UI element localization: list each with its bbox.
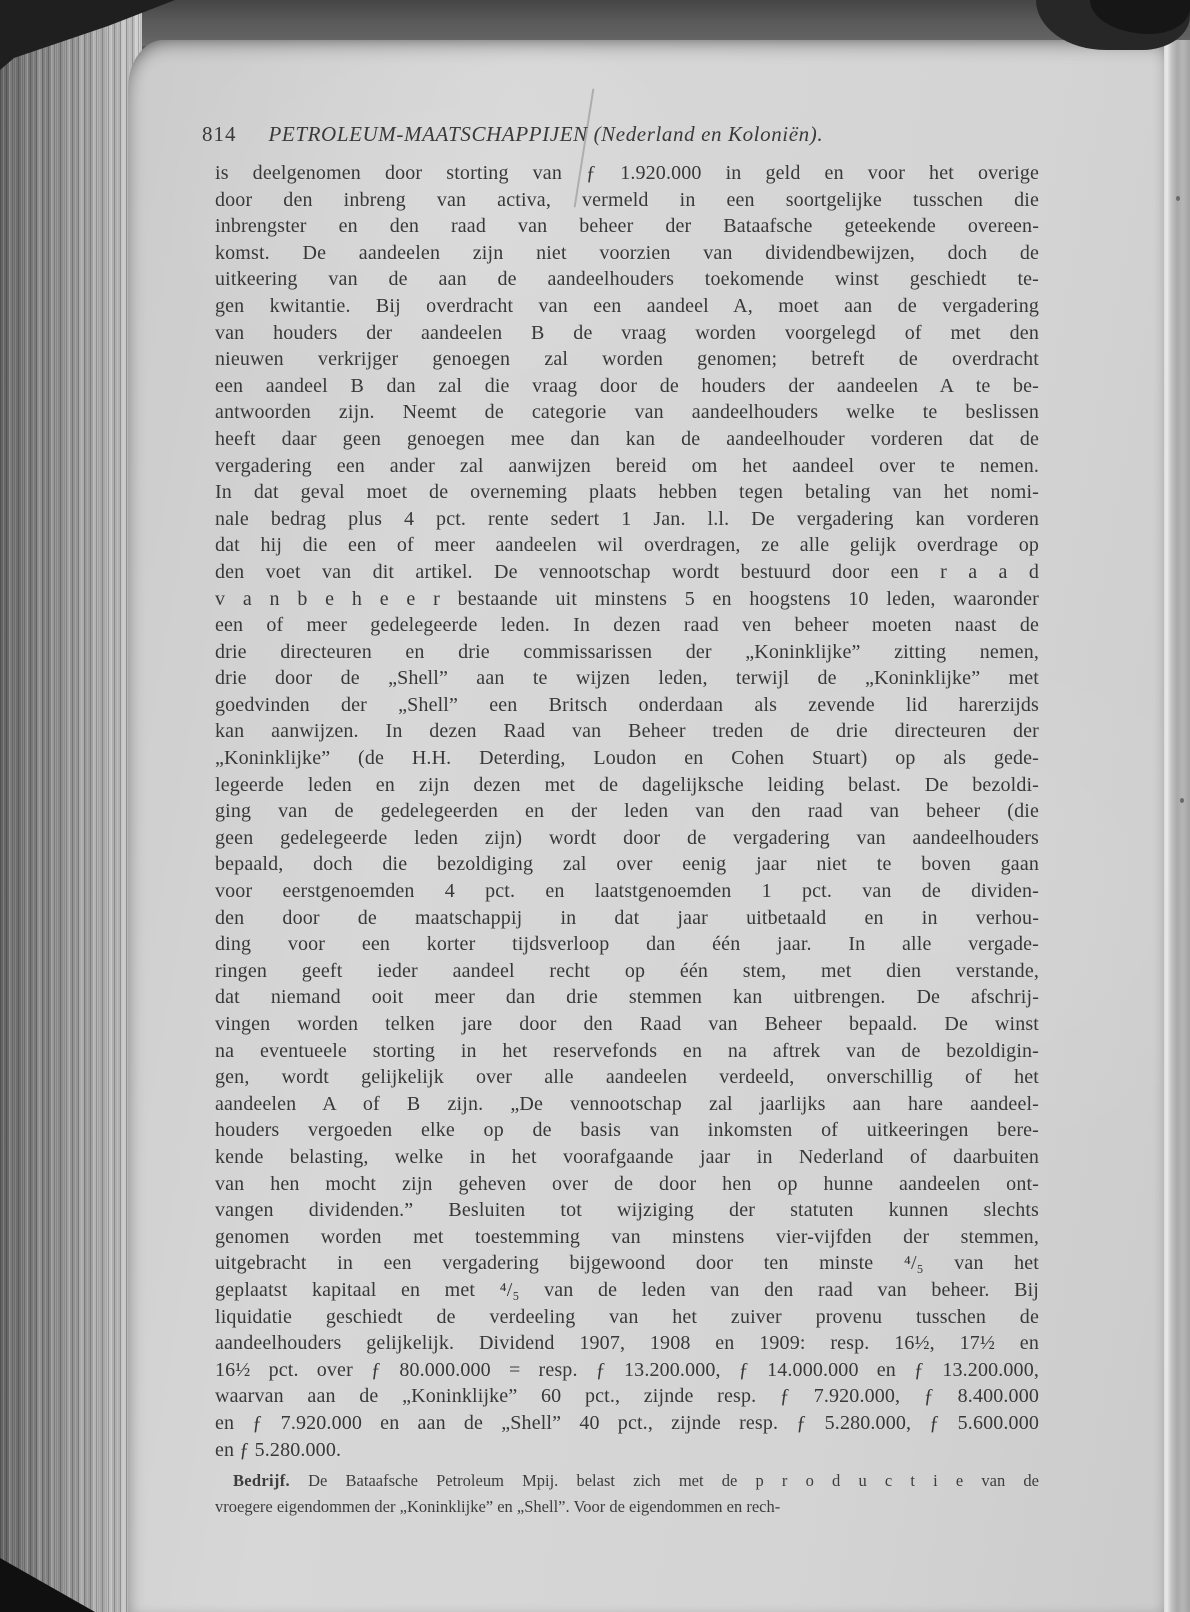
text-line: bepaald, doch die bezoldiging zal over eenig jaar niet te boven gaan (215, 853, 1039, 876)
text-line: vergadering een ander zal aanwijzen bereid om het aandeel over te nemen. (215, 454, 1039, 477)
text-line: legeerde leden en zijn dezen met de dagelijksche leiding belast. De bezoldi- (215, 773, 1039, 796)
text-line: drie directeuren en drie commissarissen der „Koninklijke” zitting nemen, (215, 640, 1039, 663)
text-line: door den inbreng van activa, vermeld in een soortgelijke tusschen die (215, 188, 1039, 211)
text-line: aandeelhouders gelijkelijk. Dividend 1907, 1908 en 1909: resp. 16½, 17½ en (215, 1332, 1039, 1355)
text-line: vingen worden telken jare door den Raad van Beheer bepaald. De winst (215, 1013, 1039, 1035)
text-line: en ƒ 7.920.000 en aan de „Shell” 40 pct., zijnde resp. ƒ 5.280.000, ƒ 5.600.000 (215, 1411, 1039, 1434)
text-line: ding voor een korter tijdsverloop dan één jaar. In alle vergade- (215, 933, 1039, 956)
text-line: ringen geeft ieder aandeel recht op één stem, met dien verstande, (215, 959, 1039, 982)
text-line: gen kwitantie. Bij overdracht van een aandeel A, moet aan de vergadering (215, 294, 1039, 317)
note-label: Bedrijf. (233, 1471, 290, 1490)
note-line: Bedrijf. De Bataafsche Petroleum Mpij. belast zich met de p r o d u c t i e van de (233, 1471, 1039, 1490)
text-line: van houders der aandeelen B de vraag worden voorgelegd of met den (215, 321, 1039, 344)
text-line: dat hij die een of meer aandeelen wil overdragen, ze alle gelijk overdrage op (215, 534, 1039, 557)
running-title: PETROLEUM-MAATSCHAPPIJEN (Nederland en Koloniën). (268, 122, 824, 146)
text-line: kende belasting, welke in het voorafgaande jaar in Nederland of daarbuiten (215, 1145, 1039, 1168)
text-line: van hen mocht zijn geheven over de door hen op hunne aandeelen ont- (215, 1172, 1039, 1195)
text-line: genomen worden met toestemming van minstens vier-vijfden der stemmen, (215, 1225, 1039, 1248)
next-page-edge (1164, 40, 1190, 1612)
text-line: den voet van dit artikel. De vennootschap wordt bestuurd door een r a a d (215, 560, 1039, 583)
scan-speck (1180, 798, 1184, 803)
footer-note (215, 1468, 1039, 1520)
page-number: 814 (202, 122, 237, 146)
text-line: een of meer gedelegeerde leden. In dezen raad ven beheer moeten naast de (215, 614, 1039, 637)
note-line: vroegere eigendommen der „Koninklijke” en „Shell”. Voor de eigendommen en rech- (215, 1497, 781, 1516)
text-line: uitgebracht in een vergadering bijgewoond door ten minste ⁴/₅ van het (215, 1252, 1039, 1275)
text-line: v a n b e h e e r bestaande uit minstens 5 en hoogstens 10 leden, waaronder (215, 587, 1039, 610)
book-page-edges (0, 12, 142, 1612)
text-line: nieuwen verkrijger genoegen zal worden genomen; betreft de overdracht (215, 348, 1039, 371)
text-line: ging van de gedelegeerden en der leden van den raad van beheer (die (215, 800, 1039, 823)
text-line: heeft daar geen genoegen mee dan kan de aandeelhouder vorderen dat de (215, 427, 1039, 450)
text-line: aandeelen A of B zijn. „De vennootschap zal jaarlijks aan hare aandeel- (215, 1092, 1039, 1115)
text-line: kan aanwijzen. In dezen Raad van Beheer treden de drie directeuren der (215, 720, 1039, 743)
text-line: na eventueele storting in het reservefonds en na aftrek van de bezoldigin- (215, 1039, 1039, 1062)
text-line: nale bedrag plus 4 pct. rente sedert 1 Jan. l.l. De vergadering kan vorderen (215, 507, 1039, 530)
text-line: goedvinden der „Shell” een Britsch onderdaan als zevende lid harerzijds (215, 693, 1039, 716)
text-line: uitkeering van de aan de aandeelhouders toekomende winst geschiedt te- (215, 268, 1039, 291)
text-line: In dat geval moet de overneming plaats hebben tegen betaling van het nomi- (215, 481, 1039, 504)
text-line: dat niemand ooit meer dan drie stemmen kan uitbrengen. De afschrij- (215, 986, 1039, 1009)
text-line: vangen dividenden.” Besluiten tot wijziging der statuten kunnen slechts (215, 1199, 1039, 1222)
text-line: is deelgenomen door storting van ƒ 1.920.000 in geld en voor het overige (215, 162, 1039, 184)
text-line: „Koninklijke” (de H.H. Deterding, Loudon en Cohen Stuart) op als gede- (215, 747, 1039, 770)
text-line: waarvan aan de „Koninklijke” 60 pct., zijnde resp. ƒ 7.920.000, ƒ 8.400.000 (215, 1385, 1039, 1408)
text-line: liquidatie geschiedt de verdeeling van het zuiver provenu tusschen de (215, 1305, 1039, 1328)
text-line: voor eerstgenoemden 4 pct. en laatstgenoemden 1 pct. van de dividen- (215, 880, 1039, 903)
text-line: en ƒ 5.280.000. (215, 1438, 342, 1461)
text-line: antwoorden zijn. Neemt de categorie van aandeelhouders welke te beslissen (215, 401, 1039, 424)
text-line: houders vergoeden elke op de basis van inkomsten of uitkeeringen bere- (215, 1119, 1039, 1142)
book-page (128, 40, 1166, 1612)
text-line: 16½ pct. over ƒ 80.000.000 = resp. ƒ 13.200.000, ƒ 14.000.000 en ƒ 13.200.000, (215, 1358, 1039, 1381)
text-line: geen gedelegeerde leden zijn) wordt door de vergadering van aandeelhouders (215, 826, 1039, 849)
body-text (215, 160, 1039, 1463)
page-header (202, 122, 1046, 147)
text-line: een aandeel B dan zal die vraag door de houders der aandeelen A te be- (215, 374, 1039, 397)
text-line: inbrengster en den raad van beheer der Bataafsche geteekende overeen- (215, 215, 1039, 238)
text-line: geplaatst kapitaal en met ⁴/₅ van de leden van den raad van beheer. Bij (215, 1278, 1039, 1301)
text-line: komst. De aandeelen zijn niet voorzien van dividendbewijzen, doch de (215, 241, 1039, 264)
scan-speck (1176, 196, 1180, 201)
text-line: drie door de „Shell” aan te wijzen leden, terwijl de „Koninklijke” met (215, 667, 1039, 690)
text-line: den door de maatschappij in dat jaar uitbetaald en in verhou- (215, 906, 1039, 929)
text-line: gen, wordt gelijkelijk over alle aandeelen verdeeld, onverschillig of het (215, 1066, 1039, 1089)
